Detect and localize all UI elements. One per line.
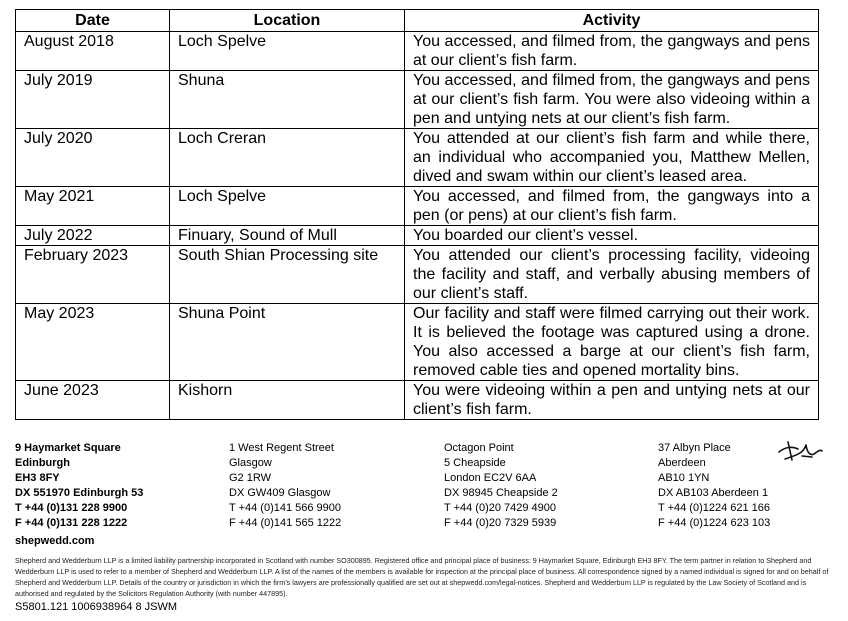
header-date: Date <box>16 10 170 32</box>
activity-cell: Our facility and staff were filmed carrying out their work. It is believed the footage was captured using a drone. You also accessed a barge at our client’s fish farm, removed cable ties and opened mortality bins. <box>405 304 819 381</box>
office-line: Edinburgh <box>15 457 70 469</box>
office-line: T +44 (0)1224 621 166 <box>658 502 771 514</box>
location-cell: Loch Spelve <box>170 187 405 226</box>
activity-cell: You boarded our client’s vessel. <box>405 226 819 246</box>
table-row <box>16 129 819 187</box>
office-line: T +44 (0)20 7429 4900 <box>444 502 557 514</box>
office-london <box>444 441 654 531</box>
office-line: AB10 1YN <box>658 472 710 484</box>
date-cell: June 2023 <box>16 381 170 420</box>
activity-cell: You were videoing within a pen and untying nets at our client’s fish farm. <box>405 381 819 420</box>
date-cell: July 2022 <box>16 226 170 246</box>
office-line: T +44 (0)131 228 9900 <box>15 502 128 514</box>
office-edinburgh <box>15 441 225 531</box>
date-cell: May 2021 <box>16 187 170 226</box>
table-row <box>16 246 819 304</box>
date-cell: July 2019 <box>16 71 170 129</box>
date-cell: July 2020 <box>16 129 170 187</box>
document-reference: S5801.121 1006938964 8 JSWM <box>15 601 178 613</box>
office-line: DX 98945 Cheapside 2 <box>444 487 558 499</box>
table-row <box>16 304 819 381</box>
activity-table <box>15 9 819 420</box>
table-row <box>16 381 819 420</box>
office-line: DX AB103 Aberdeen 1 <box>658 487 769 499</box>
table-header-row <box>16 10 819 32</box>
table-row <box>16 226 819 246</box>
table-row <box>16 71 819 129</box>
date-cell: August 2018 <box>16 32 170 71</box>
office-line: DX GW409 Glasgow <box>229 487 331 499</box>
office-line: F +44 (0)141 565 1222 <box>229 517 342 529</box>
table-row <box>16 187 819 226</box>
date-cell: May 2023 <box>16 304 170 381</box>
location-cell: Loch Spelve <box>170 32 405 71</box>
office-line: Glasgow <box>229 457 272 469</box>
office-glasgow <box>229 441 439 531</box>
website-link[interactable]: shepwedd.com <box>15 535 95 547</box>
office-line: F +44 (0)20 7329 5939 <box>444 517 557 529</box>
header-location: Location <box>170 10 405 32</box>
header-activity: Activity <box>405 10 819 32</box>
activity-cell: You accessed, and filmed from, the gangways and pens at our client’s fish farm. <box>405 32 819 71</box>
office-line: 1 West Regent Street <box>229 442 334 454</box>
activity-cell: You attended our client’s processing facility, videoing the facility and staff, and verbally abusing members of our client’s staff. <box>405 246 819 304</box>
office-line: Octagon Point <box>444 442 514 454</box>
office-line: 9 Haymarket Square <box>15 442 121 454</box>
office-line: F +44 (0)1224 623 103 <box>658 517 771 529</box>
location-cell: Shuna <box>170 71 405 129</box>
location-cell: Loch Creran <box>170 129 405 187</box>
signature-icon <box>776 435 824 465</box>
date-cell: February 2023 <box>16 246 170 304</box>
table-row <box>16 32 819 71</box>
office-line: EH3 8FY <box>15 472 60 484</box>
location-cell: Shuna Point <box>170 304 405 381</box>
office-line: 37 Albyn Place <box>658 442 731 454</box>
office-line: Aberdeen <box>658 457 706 469</box>
office-line: 5 Cheapside <box>444 457 506 469</box>
office-line: London EC2V 6AA <box>444 472 537 484</box>
office-line: T +44 (0)141 566 9900 <box>229 502 342 514</box>
activity-cell: You attended at our client’s fish farm and while there, an individual who accompanied you, Matthew Mellen, dived and swam within our client’s leased area. <box>405 129 819 187</box>
office-line: G2 1RW <box>229 472 271 484</box>
activity-cell: You accessed, and filmed from, the gangways into a pen (or pens) at our client’s fish farm. <box>405 187 819 226</box>
location-cell: Kishorn <box>170 381 405 420</box>
legal-notice: Shepherd and Wedderburn LLP is a limited liability partnership incorporated in Scotland with number SO300895. Registered office and principal place of business: 9 Haymarket Square, Edinburgh EH3 8FY. The term partner in relation to Shepherd and Wedderburn LLP is used to refer to a member of Shepherd and Wedderburn LLP. A list of the names of the members is available for inspection at the principal place of business. All correspondence signed by a named individual is signed for and on behalf of Shepherd and Wedderburn LLP. Details of the country or jurisdiction in which the firm’s lawyers are professionally qualified are set out at shepwedd.com/legal-notices. Shepherd and Wedderburn LLP is regulated by the Law Society of Scotland and is authorised and regulated by the Solicitors Regulation Authority (with number 447895). <box>15 556 829 598</box>
location-cell: Finuary, Sound of Mull <box>170 226 405 246</box>
location-cell: South Shian Processing site <box>170 246 405 304</box>
office-line: DX 551970 Edinburgh 53 <box>15 487 144 499</box>
activity-cell: You accessed, and filmed from, the gangways and pens at our client’s fish farm. You were also videoing within a pen and untying nets at our client’s fish farm. <box>405 71 819 129</box>
office-line: F +44 (0)131 228 1222 <box>15 517 128 529</box>
